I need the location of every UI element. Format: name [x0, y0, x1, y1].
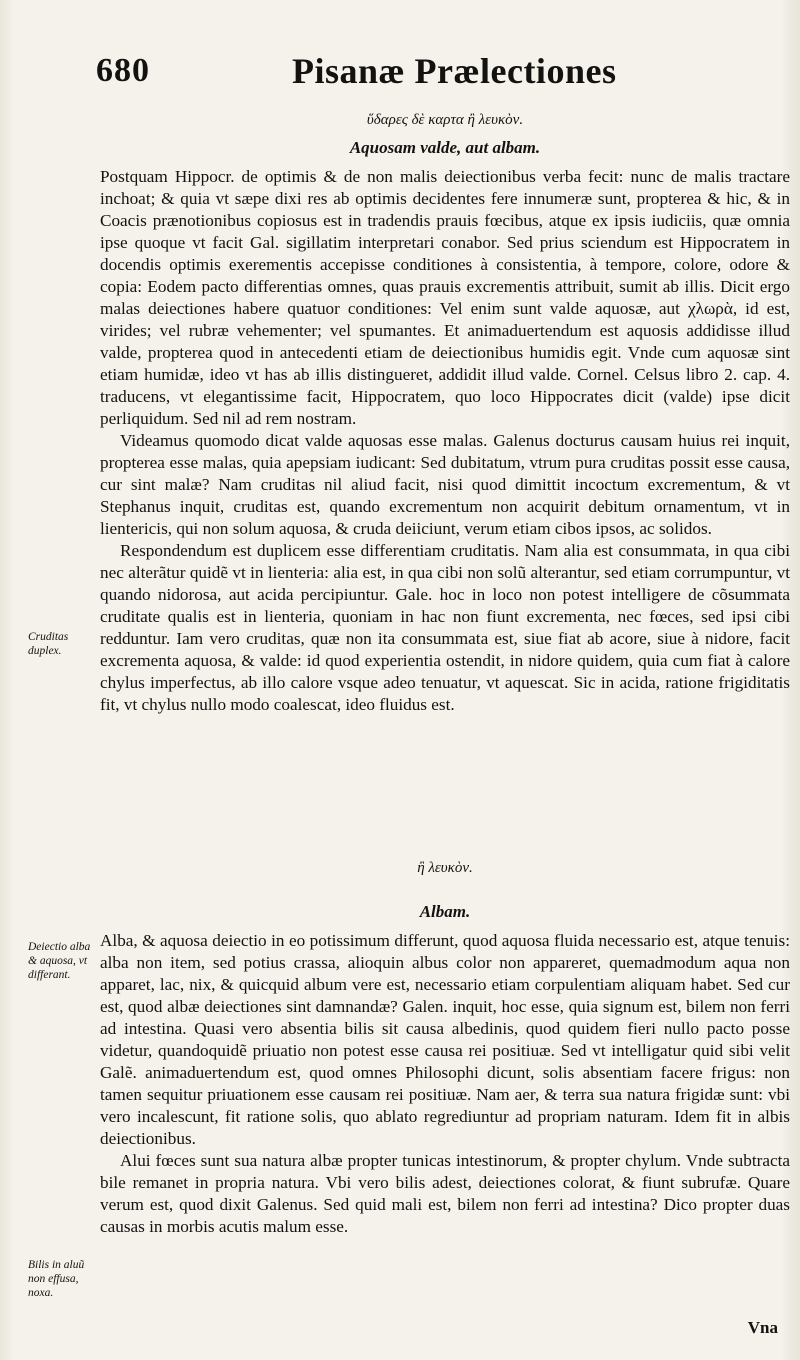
page-header [96, 52, 786, 102]
section1-paragraph-2: Videamus quomodo dicat valde aquosas esse malas. Galenus docturus causam huius rei inquit, propterea esse malas, quia apepsiam iudicant: Sed dubitatum, vtrum pura cruditas possit esse causa, cur sint malæ? Nam cruditas nil aliud facit, nisi quod dimittit incoctum excrementum, & vt Stephanus inquit, cruditas est, quando excrementum non acquirit debitum ornamentum, vt in lientericis, qui non solum aquosa, & cruda deiiciunt, verum etiam cibos ipsos, ac solidos. [100, 431, 790, 538]
section1-greek-lemma: ὕδαρες δὲ καρτα ἢ λευκὸν. [366, 112, 524, 128]
margin-note-bilis: Bilis in aluũ non effusa, noxa. [28, 1259, 85, 1299]
section2-paragraph-2: Alui fœces sunt sua natura albæ propter tunicas intestinorum, & propter chylum. Vnde subtracta bile remanet in propria natura. Vbi vero bilis adest, deiectiones colorat, & fiunt subrufæ. Quare verum est, quod dixit Galenus. Sed quid mali est, bilem non ferri ad intestina? Dico propter duas causas in morbis acutis malum esse. [100, 1151, 790, 1236]
section2-paragraph-1: Alba, & aquosa deiectio in eo potissimum differunt, quod aquosa fluida necessario est, atque tenuis: alba non item, sed potius crassa, alioquin albus color non appareret, quemadmodum aqua non apparet, lac, nix, & quicquid album vere est, necessario etiam corpulentiam aliquam habet. Sed cur est, quod albæ deiectiones sint damnandæ? Galen. inquit, hoc esse, quia signum est, bilem non ferri ad intestina. Quasi vero absentia bilis sit causa albedinis, quod quidem fieri nullo pacto posse videtur, quandoquidẽ priuatio non potest esse causa rei positiuæ. Sed vt intelligatur quid sibi velit Galẽ. animaduertendum est, quod omnes Philosophi dicunt, solis absentiam facere frigus: non tamen sequitur priuationem esse causam rei positiuæ. Nam aer, & terra sua natura frigidæ sunt: vbi vero incalescunt, fit ratione solis, quo ablato regrediuntur ad propriam naturam. Idem fit in albis deiectionibus. [100, 931, 790, 1148]
section1-body [100, 166, 790, 716]
margin-note-deiectio: Deiectio alba & aquosa, vt differant. [28, 941, 91, 981]
section1-latin-lemma: Aquosam valde, aut albam. [349, 138, 541, 157]
section1-paragraph-1: Postquam Hippocr. de optimis & de non malis deiectionibus verba fecit: nunc de malis tractare inchoat; & quia vt sæpe dixi res ab optimis decidentes fere innumeræ sunt, propterea & hic, & in Coacis prænotionibus copiosus est in tradendis prauis fœcibus, atque ex ipsis iudiciis, quæ omnia ipse quoque vt facit Gal. sigillatim interpretari conabor. Sed prius sciendum est Hippocratem in docendis optimis exerementis accepisse conditiones à consistentia, à tempore, colore, odore & copia: Eodem pacto differentias omnes, quas prauis excrementis attribuit, sumit ab illis. Dicit ergo malas deiectiones habere quatuor conditiones: Vel enim sunt valde aquosæ, aut χλωρὰ, id est, virides; vel rubræ vehementer; vel spumantes. Et animaduertendum est aquosis addidisse illud valde, propterea quod in antecedenti etiam de deiectionibus humidis egit. Vnde cum aquosæ sint etiam humidæ, ideo vt has ab illis distingueret, addidit illud valde. Cornel. Celsus libro 2. cap. 4. traducens, vt elegantissime facit, Hippocratem, quo loco Hippocrates dicit (valde) ipse dicit perliquidum. Sed nil ad rem nostram. [100, 167, 790, 428]
page-number: 680 [96, 52, 150, 89]
section2-body [100, 930, 790, 1238]
section2-latin-lemma: Albam. [419, 902, 471, 921]
running-head: Pisanæ Prælectiones [292, 51, 617, 91]
margin-note-cruditas: Cruditas duplex. [28, 631, 69, 657]
catchword: Vna [747, 1318, 778, 1337]
section1-paragraph-3: Respondendum est duplicem esse differentiam cruditatis. Nam alia est consummata, in qua cibi nec alterãtur quidẽ vt in lienteria: alia est, in qua cibi non solũ alterantur, sed etiam corrumpuntur, vt quando nidorosa, aut acida percipiuntur. Gale. hoc in loco non potest intelligere de cõsummata cruditate qualis est in lienteria, quoniam in hac non fiunt excrementa, nec fœces, sed ipsi cibi redduntur. Iam vero cruditas, quæ non ita consummata est, siue fiat ab acore, siue à nidore, facit excrementa aquosa, & valde: id quod experientia ostendit, in nidore quidem, quia cum fiat à calore chylus imperfectus, ab illo calore vsque adeo tenuatur, vt aquescat. Sic in acida, ratione frigiditatis fit, vt chylus nullo modo coalescat, ideo fluidus est. [100, 541, 790, 714]
section2-greek-lemma: ἢ λευκὸν. [417, 860, 473, 876]
